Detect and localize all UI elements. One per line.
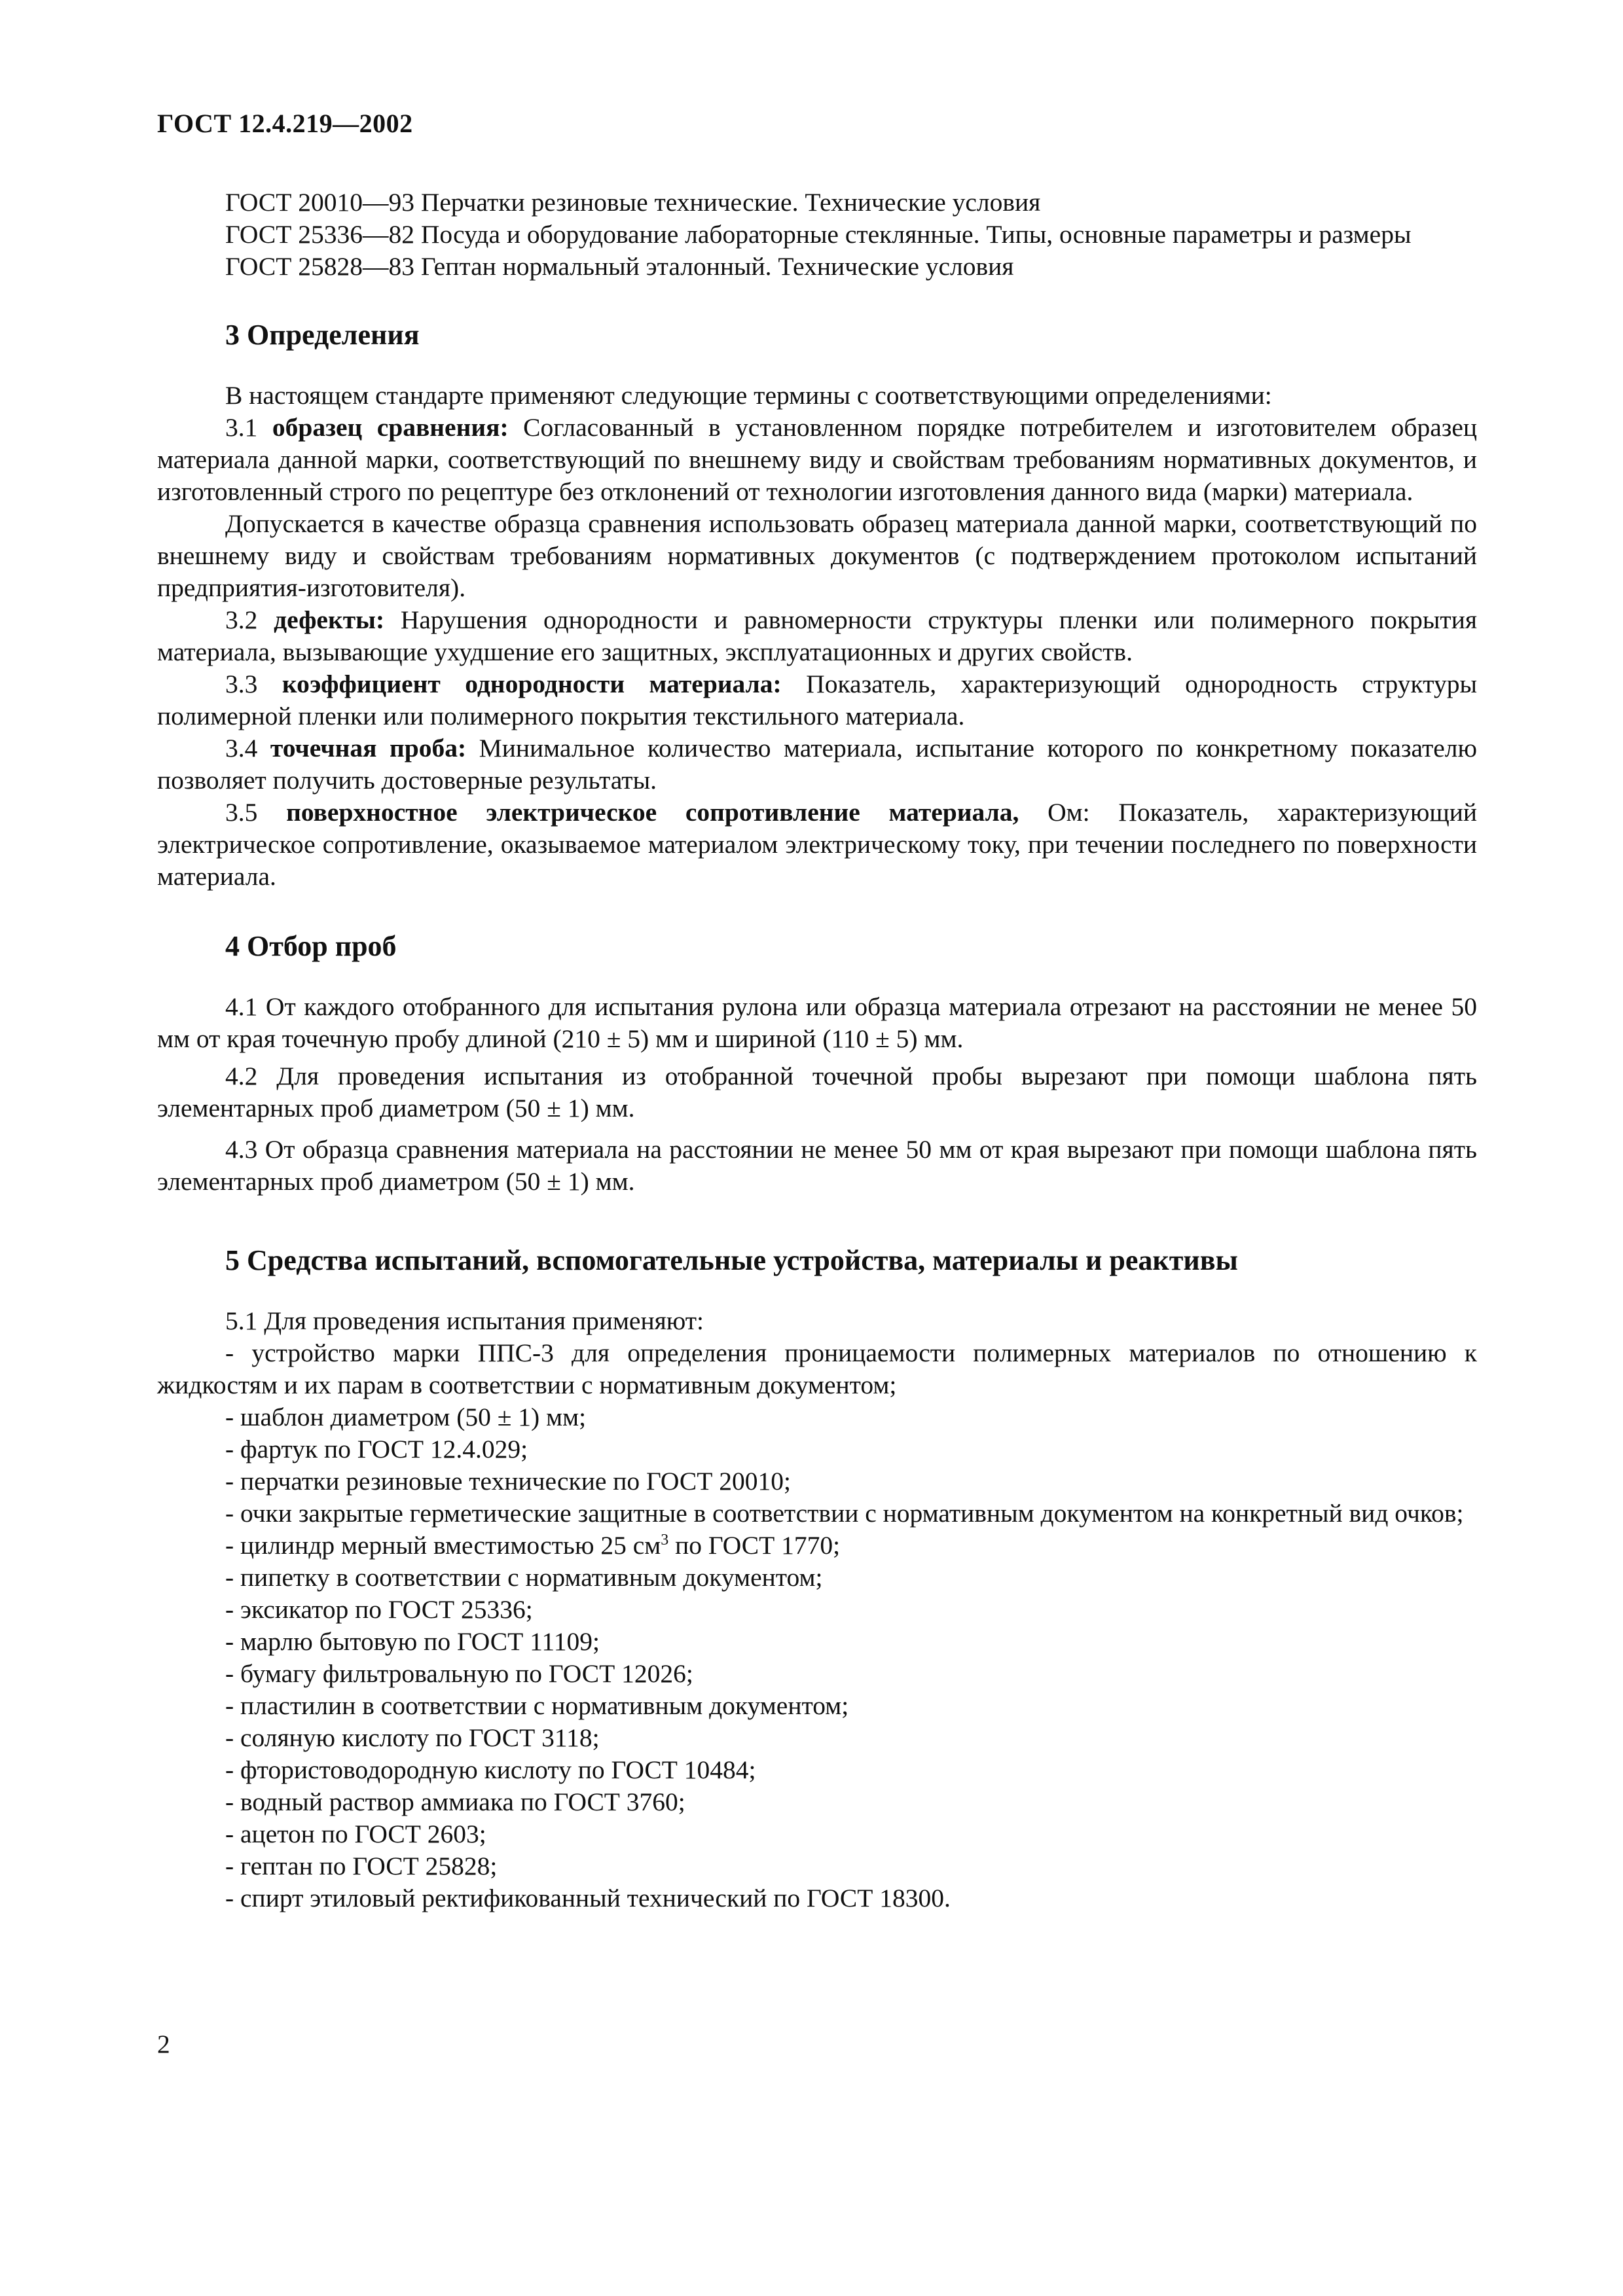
definition-term: коэффициент однородности материала: bbox=[282, 670, 782, 698]
definition-text: Показатель, характеризующий электрическое сопротивление, оказываемое материалом электрическому току, при течении последнего по поверхности материала. bbox=[157, 798, 1478, 891]
list-item: - бумагу фильтровальную по ГОСТ 12026; bbox=[225, 1659, 693, 1688]
list-item: - пипетку в соответствии с нормативным документом; bbox=[225, 1563, 823, 1592]
normative-references bbox=[157, 187, 1477, 283]
list-item: - пластилин в соответствии с нормативным документом; bbox=[225, 1691, 849, 1720]
definition-text: Нарушения однородности и равномерности структуры пленки или полимерного покрытия материала, вызывающие ухудшение его защитных, эксплуатационных и других свойств. bbox=[157, 605, 1477, 666]
list-item-text: - цилиндр мерный вместимостью 25 см bbox=[225, 1531, 661, 1560]
list-item: - перчатки резиновые технические по ГОСТ 20010; bbox=[225, 1467, 791, 1496]
list-item: - шаблон диаметром (50 ± 1) мм; bbox=[225, 1403, 587, 1431]
superscript: 3 bbox=[661, 1531, 669, 1549]
definition-text: Минимальное количество материала, испытание которого по конкретному показателю позволяет получить достоверные результаты. bbox=[157, 734, 1477, 795]
clause-4-2: 4.2 Для проведения испытания из отобранной точечной пробы вырезают при помощи шаблона пять элементарных проб диаметром (50 ± 1) мм. bbox=[157, 1062, 1477, 1122]
definition-term: поверхностное электрическое сопротивление материала, bbox=[286, 798, 1019, 827]
document-page bbox=[157, 108, 1477, 1914]
definition-3-4 bbox=[157, 732, 1477, 797]
definition-text: Согласованный в установленном порядке потребителем и изготовителем образец материала данной марки, соответствующий по внешнему виду и свойствам требованиям нормативных документов, и изготовленный строго по рецептуре без отклонений от технологии изготовления данного вида (марки) материала. bbox=[157, 413, 1478, 506]
definition-3-2 bbox=[157, 604, 1477, 668]
definition-3-5 bbox=[157, 797, 1477, 893]
list-item: - гептан по ГОСТ 25828; bbox=[225, 1852, 498, 1880]
page-number: 2 bbox=[157, 2030, 170, 2058]
definition-unit: Ом: bbox=[1048, 798, 1090, 827]
definition-number: 3.1 bbox=[225, 413, 258, 442]
definition-number: 3.5 bbox=[225, 798, 258, 827]
list-item: - марлю бытовую по ГОСТ 11109; bbox=[225, 1627, 600, 1656]
list-item: - фартук по ГОСТ 12.4.029; bbox=[225, 1435, 528, 1463]
list-item bbox=[157, 1530, 1477, 1562]
reference-item: ГОСТ 25828—83 Гептан нормальный эталонный. Технические условия bbox=[225, 252, 1014, 281]
definition-term: точечная проба: bbox=[270, 734, 467, 762]
clause-4-3: 4.3 От образца сравнения материала на расстоянии не менее 50 мм от края вырезают при помощи шаблона пять элементарных проб диаметром (50 ± 1) мм. bbox=[157, 1135, 1477, 1196]
list-item: - очки закрытые герметические защитные в соответствии с нормативным документом на конкретный вид очков; bbox=[225, 1499, 1464, 1528]
list-item: - устройство марки ППС-3 для определения проницаемости полимерных материалов по отношению к жидкостям и их парам в соответствии с нормативным документом; bbox=[157, 1338, 1477, 1399]
definition-3-1 bbox=[157, 412, 1477, 508]
list-item-text: по ГОСТ 1770; bbox=[668, 1531, 841, 1560]
list-item: - спирт этиловый ректификованный технический по ГОСТ 18300. bbox=[225, 1884, 951, 1912]
list-item: - водный раствор аммиака по ГОСТ 3760; bbox=[225, 1787, 685, 1816]
reference-item: ГОСТ 25336—82 Посуда и оборудование лабораторные стеклянные. Типы, основные параметры и размеры bbox=[225, 220, 1412, 249]
section-4-title: 4 Отбор проб bbox=[225, 930, 397, 962]
definitions-intro: В настоящем стандарте применяют следующие термины с соответствующими определениями: bbox=[225, 381, 1272, 410]
list-item: - эксикатор по ГОСТ 25336; bbox=[225, 1595, 533, 1624]
definition-number: 3.2 bbox=[225, 605, 258, 634]
section-5-title: 5 Средства испытаний, вспомогательные устройства, материалы и реактивы bbox=[225, 1244, 1238, 1276]
clause-4-1: 4.1 От каждого отобранного для испытания рулона или образца материала отрезают на расстоянии не менее 50 мм от края точечную пробу длиной (210 ± 5) мм и шириной (110 ± 5) мм. bbox=[157, 992, 1477, 1053]
list-item: - фтористоводородную кислоту по ГОСТ 10484; bbox=[225, 1755, 756, 1784]
document-code: ГОСТ 12.4.219—2002 bbox=[157, 109, 413, 138]
definition-term: дефекты: bbox=[274, 605, 385, 634]
definition-3-3 bbox=[157, 668, 1477, 732]
definition-note: Допускается в качестве образца сравнения использовать образец материала данной марки, соответствующий по внешнему виду и свойствам требованиям нормативных документов (с подтверждением протоколом испытаний предприятия-изготовителя). bbox=[157, 509, 1477, 602]
definition-text: Показатель, характеризующий однородность структуры полимерной пленки или полимерного покрытия текстильного материала. bbox=[157, 670, 1477, 730]
clause-5-1: 5.1 Для проведения испытания применяют: bbox=[225, 1306, 704, 1335]
section-3-title: 3 Определения bbox=[225, 319, 420, 351]
list-item: - соляную кислоту по ГОСТ 3118; bbox=[225, 1723, 600, 1752]
list-item: - ацетон по ГОСТ 2603; bbox=[225, 1820, 486, 1848]
definition-term: образец сравнения: bbox=[272, 413, 509, 442]
definition-number: 3.4 bbox=[225, 734, 258, 762]
reference-item: ГОСТ 20010—93 Перчатки резиновые технические. Технические условия bbox=[225, 188, 1041, 217]
definition-number: 3.3 bbox=[225, 670, 258, 698]
